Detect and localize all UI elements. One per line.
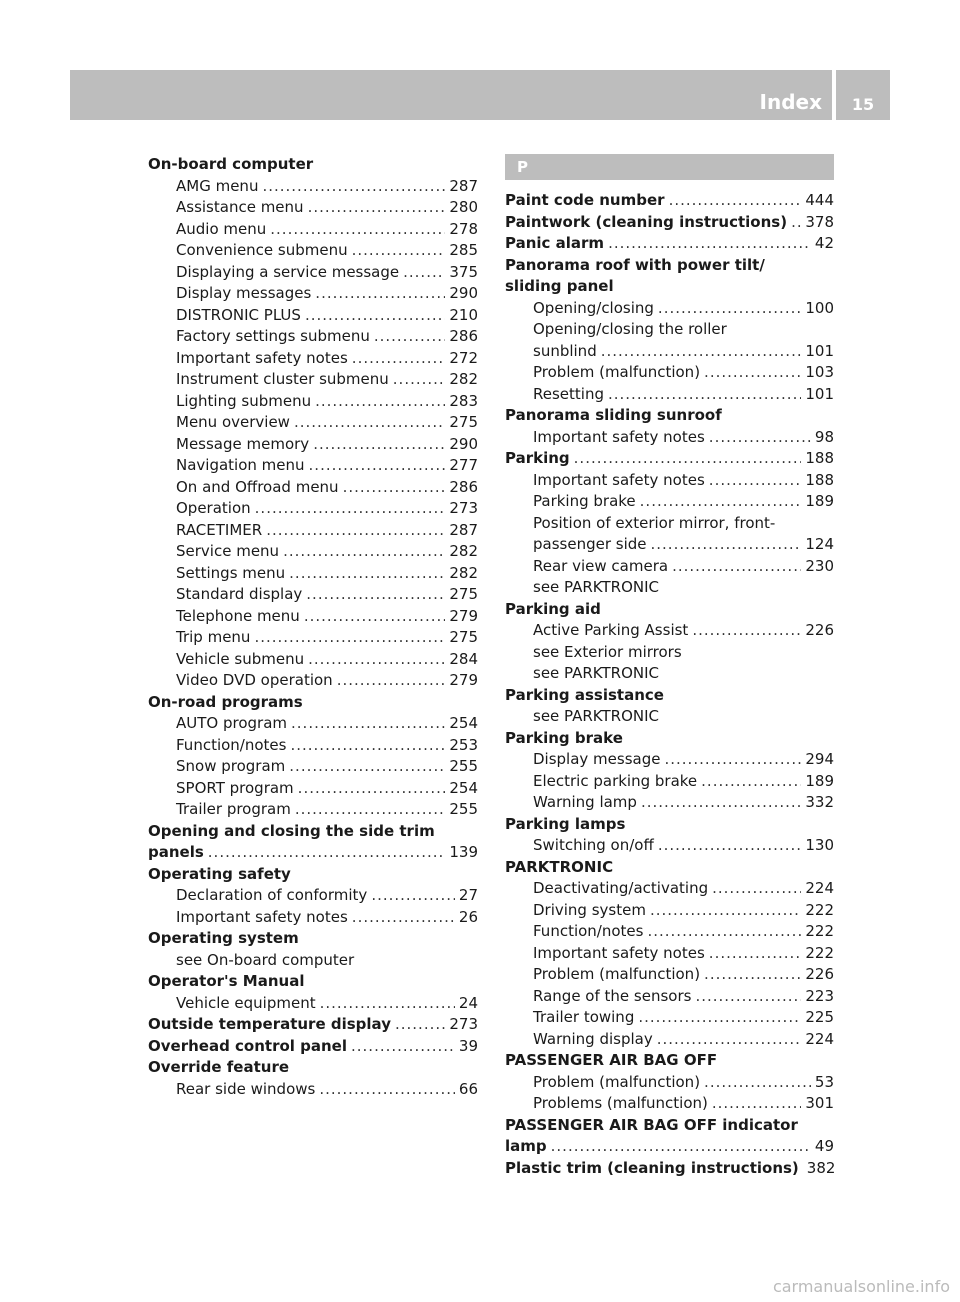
index-heading: Parking assistance bbox=[505, 685, 664, 704]
index-entry bbox=[148, 348, 478, 370]
dot-leader bbox=[712, 1093, 802, 1115]
index-entry bbox=[505, 1072, 834, 1094]
entry-text: Range of the sensors bbox=[533, 986, 692, 1005]
dot-leader bbox=[704, 362, 801, 384]
entry-text: Operation bbox=[176, 499, 251, 517]
index-column-right bbox=[505, 154, 834, 1179]
index-entry bbox=[505, 341, 834, 363]
dot-leader bbox=[291, 713, 445, 735]
index-entry bbox=[505, 384, 834, 406]
entry-text: Menu overview bbox=[176, 413, 290, 431]
index-entry bbox=[148, 627, 478, 649]
index-column-left bbox=[148, 154, 478, 1100]
dot-leader bbox=[308, 649, 445, 671]
entry-text: Factory settings submenu bbox=[176, 327, 370, 345]
index-entry-main bbox=[505, 190, 834, 212]
dot-leader bbox=[651, 534, 802, 556]
entry-page-number: 101 bbox=[805, 384, 834, 403]
entry-text: Declaration of conformity bbox=[176, 886, 368, 904]
dot-leader bbox=[791, 212, 801, 234]
index-heading: Parking lamps bbox=[505, 814, 626, 833]
section-title: Index bbox=[759, 90, 822, 114]
index-entry-main bbox=[148, 1014, 478, 1036]
entry-text: Active Parking Assist bbox=[533, 621, 689, 639]
index-entry-main bbox=[505, 1158, 834, 1180]
index-entry bbox=[505, 427, 834, 449]
dot-leader bbox=[701, 771, 801, 793]
entry-page-number: 284 bbox=[449, 649, 478, 668]
dot-leader bbox=[290, 735, 445, 757]
entry-text: Plastic trim (cleaning instructions) bbox=[505, 1158, 799, 1177]
index-heading: Panorama roof with power tilt/ bbox=[505, 255, 765, 274]
entry-page-number: 272 bbox=[449, 348, 478, 367]
dot-leader bbox=[712, 878, 801, 900]
entry-page-number: 100 bbox=[805, 298, 834, 317]
index-entry bbox=[505, 470, 834, 492]
entry-page-number: 286 bbox=[449, 477, 478, 496]
index-entry-main bbox=[148, 1036, 478, 1058]
entry-page-number: 224 bbox=[805, 1029, 834, 1048]
entry-page-number: 275 bbox=[449, 585, 478, 603]
entry-text: Function/notes bbox=[176, 735, 287, 754]
index-heading: Operating safety bbox=[148, 864, 291, 883]
dot-leader bbox=[352, 907, 455, 929]
entry-page-number: 332 bbox=[805, 793, 834, 811]
entry-page-number: 189 bbox=[805, 771, 834, 790]
entry-page-number: 230 bbox=[805, 556, 834, 575]
dot-leader bbox=[306, 584, 445, 606]
entry-text: Trailer program bbox=[176, 800, 291, 818]
dot-leader bbox=[574, 448, 802, 470]
entry-text: Message memory bbox=[176, 434, 310, 453]
dot-leader bbox=[320, 993, 455, 1015]
index-reference: Opening/closing the roller bbox=[533, 320, 727, 338]
entry-text: Vehicle equipment bbox=[176, 993, 316, 1012]
index-entry bbox=[148, 477, 478, 499]
dot-leader bbox=[315, 391, 445, 413]
index-entry bbox=[148, 391, 478, 413]
entry-page-number: 210 bbox=[449, 305, 478, 324]
index-entry bbox=[505, 943, 834, 965]
entry-text: SPORT program bbox=[176, 778, 294, 797]
index-entry bbox=[148, 498, 478, 520]
entry-page-number: 294 bbox=[805, 750, 834, 768]
dot-leader bbox=[262, 176, 445, 198]
index-heading: On-road programs bbox=[148, 692, 303, 711]
entry-text: On and Offroad menu bbox=[176, 477, 339, 496]
dot-leader bbox=[647, 921, 801, 943]
dot-leader bbox=[601, 341, 802, 363]
dot-leader bbox=[664, 749, 801, 771]
entry-page-number: 130 bbox=[805, 836, 834, 854]
dot-leader bbox=[352, 348, 446, 370]
dot-leader bbox=[295, 799, 446, 821]
dot-leader bbox=[709, 427, 811, 449]
entry-text: Snow program bbox=[176, 757, 286, 775]
index-entry bbox=[505, 749, 834, 771]
entry-page-number: 226 bbox=[805, 965, 834, 983]
index-entry bbox=[148, 756, 478, 778]
index-entry bbox=[148, 907, 478, 929]
entry-text: Panic alarm bbox=[505, 234, 605, 252]
index-heading: PASSENGER AIR BAG OFF bbox=[505, 1051, 718, 1069]
entry-page-number: 24 bbox=[458, 993, 478, 1012]
index-entry bbox=[148, 412, 478, 434]
dot-leader bbox=[371, 885, 455, 907]
entry-page-number: 222 bbox=[805, 922, 834, 940]
dot-leader bbox=[309, 455, 446, 477]
index-entry bbox=[505, 1029, 834, 1051]
index-entry bbox=[148, 735, 478, 757]
entry-text: Standard display bbox=[176, 585, 303, 603]
entry-text: Electric parking brake bbox=[533, 771, 698, 790]
index-entry bbox=[505, 921, 834, 943]
index-entry bbox=[148, 563, 478, 585]
entry-page-number: 66 bbox=[458, 1079, 478, 1098]
index-entry bbox=[505, 835, 834, 857]
index-reference: Position of exterior mirror, front- bbox=[533, 513, 776, 532]
entry-text: Problem (malfunction) bbox=[533, 363, 701, 381]
entry-text: Trailer towing bbox=[533, 1008, 635, 1026]
entry-text: Warning display bbox=[533, 1029, 653, 1048]
entry-page-number: 282 bbox=[449, 563, 478, 582]
index-entry bbox=[505, 900, 834, 922]
entry-page-number: 49 bbox=[814, 1137, 834, 1155]
dot-leader bbox=[283, 541, 445, 563]
dot-leader bbox=[695, 986, 801, 1008]
entry-page-number: 277 bbox=[449, 456, 478, 474]
index-entry bbox=[148, 219, 478, 241]
entry-text: Paintwork (cleaning instructions) bbox=[505, 212, 788, 231]
entry-text: Audio menu bbox=[176, 219, 267, 238]
entry-page-number: 139 bbox=[449, 843, 478, 861]
entry-page-number: 275 bbox=[449, 628, 478, 646]
entry-page-number: 101 bbox=[805, 341, 834, 360]
entry-text: Problem (malfunction) bbox=[533, 1072, 701, 1091]
index-entry bbox=[148, 993, 478, 1015]
entry-page-number: 278 bbox=[449, 219, 478, 238]
dot-leader bbox=[289, 563, 445, 585]
entry-page-number: 26 bbox=[458, 907, 478, 926]
index-entry bbox=[148, 606, 478, 628]
entry-page-number: 188 bbox=[805, 449, 834, 467]
entry-page-number: 254 bbox=[449, 778, 478, 797]
entry-page-number: 253 bbox=[449, 735, 478, 754]
index-entry bbox=[148, 778, 478, 800]
entry-text: Driving system bbox=[533, 900, 646, 919]
dot-leader bbox=[289, 756, 445, 778]
index-reference: see Exterior mirrors bbox=[533, 642, 682, 661]
entry-page-number: 286 bbox=[449, 327, 478, 345]
entry-text: Display message bbox=[533, 750, 661, 768]
index-reference: see PARKTRONIC bbox=[533, 707, 659, 725]
entry-text: Trip menu bbox=[176, 628, 251, 646]
index-entry bbox=[148, 262, 478, 284]
dot-leader bbox=[657, 1029, 802, 1051]
index-heading: PARKTRONIC bbox=[505, 857, 614, 876]
index-reference: see On-board computer bbox=[176, 950, 355, 969]
dot-leader bbox=[395, 1014, 445, 1036]
index-heading: Panorama sliding sunroof bbox=[505, 406, 722, 424]
entry-text: Parking bbox=[505, 449, 570, 467]
entry-text: Rear side windows bbox=[176, 1079, 316, 1098]
dot-leader bbox=[393, 369, 446, 391]
dot-leader bbox=[208, 842, 446, 864]
entry-page-number: 290 bbox=[449, 434, 478, 453]
dot-leader bbox=[294, 412, 445, 434]
index-heading: sliding panel bbox=[505, 277, 614, 295]
index-entry bbox=[148, 713, 478, 735]
dot-leader bbox=[298, 778, 446, 800]
index-heading: Operating system bbox=[148, 929, 299, 947]
dot-leader bbox=[650, 900, 801, 922]
dot-leader bbox=[403, 262, 445, 284]
index-entry bbox=[505, 491, 834, 513]
dot-leader bbox=[266, 520, 445, 542]
entry-text: Overhead control panel bbox=[148, 1036, 347, 1055]
dot-leader bbox=[351, 1036, 455, 1058]
entry-text: DISTRONIC PLUS bbox=[176, 305, 301, 324]
index-entry bbox=[505, 986, 834, 1008]
dot-leader bbox=[608, 384, 801, 406]
index-entry bbox=[505, 534, 834, 556]
index-entry bbox=[505, 362, 834, 384]
dot-leader bbox=[305, 305, 445, 327]
entry-page-number: 98 bbox=[814, 427, 834, 446]
entry-text: Rear view camera bbox=[533, 556, 669, 575]
entry-text: Problem (malfunction) bbox=[533, 965, 701, 983]
index-entry-main bbox=[148, 842, 478, 864]
watermark: carmanualsonline.info bbox=[772, 1277, 950, 1296]
entry-text: Switching on/off bbox=[533, 836, 654, 854]
page-number: 15 bbox=[851, 95, 875, 114]
entry-page-number: 279 bbox=[449, 671, 478, 689]
entry-page-number: 225 bbox=[805, 1008, 834, 1026]
entry-text: Outside temperature display bbox=[148, 1015, 391, 1033]
entry-text: Function/notes bbox=[533, 922, 644, 940]
entry-page-number: 382 bbox=[806, 1158, 836, 1177]
index-entry bbox=[148, 283, 478, 305]
entry-page-number: 287 bbox=[449, 176, 478, 195]
index-entry bbox=[505, 620, 834, 642]
letter-heading-p: P bbox=[505, 154, 834, 180]
entry-text: Display messages bbox=[176, 284, 312, 302]
entry-page-number: 378 bbox=[805, 212, 834, 231]
index-entry-main bbox=[505, 448, 834, 470]
entry-page-number: 273 bbox=[449, 1015, 478, 1033]
entry-page-number: 254 bbox=[449, 714, 478, 732]
entry-text: Deactivating/activating bbox=[533, 879, 709, 897]
index-entry bbox=[148, 885, 478, 907]
index-entry bbox=[148, 305, 478, 327]
entry-text: Telephone menu bbox=[176, 606, 300, 625]
index-entry-main bbox=[505, 1136, 834, 1158]
index-entry bbox=[148, 455, 478, 477]
entry-page-number: 27 bbox=[458, 886, 478, 904]
entry-text: panels bbox=[148, 843, 204, 861]
entry-page-number: 103 bbox=[805, 363, 834, 381]
dot-leader bbox=[692, 620, 801, 642]
entry-page-number: 124 bbox=[805, 535, 834, 553]
index-heading: Operator's Manual bbox=[148, 972, 305, 990]
entry-text: Paint code number bbox=[505, 191, 665, 209]
entry-page-number: 301 bbox=[805, 1094, 834, 1112]
dot-leader bbox=[704, 1072, 811, 1094]
dot-leader bbox=[319, 1079, 455, 1101]
entry-text: Service menu bbox=[176, 542, 280, 560]
index-entry bbox=[505, 771, 834, 793]
entry-page-number: 223 bbox=[805, 986, 834, 1005]
index-entry bbox=[505, 964, 834, 986]
dot-leader bbox=[254, 627, 445, 649]
entry-page-number: 255 bbox=[449, 757, 478, 775]
entry-page-number: 224 bbox=[805, 879, 834, 897]
entry-page-number: 375 bbox=[449, 262, 478, 281]
dot-leader bbox=[669, 190, 802, 212]
index-entry bbox=[505, 298, 834, 320]
entry-page-number: 226 bbox=[805, 621, 834, 639]
entry-page-number: 189 bbox=[805, 492, 834, 510]
entry-page-number: 273 bbox=[449, 499, 478, 517]
dot-leader bbox=[608, 233, 811, 255]
entry-text: sunblind bbox=[533, 341, 597, 360]
index-entry bbox=[148, 799, 478, 821]
entry-text: Instrument cluster submenu bbox=[176, 370, 389, 388]
dot-leader bbox=[640, 491, 802, 513]
dot-leader bbox=[638, 1007, 801, 1029]
index-entry bbox=[505, 556, 834, 578]
index-entry bbox=[148, 584, 478, 606]
dot-leader bbox=[641, 792, 801, 814]
index-heading: Parking brake bbox=[505, 728, 623, 747]
index-entry bbox=[148, 434, 478, 456]
page-number-box bbox=[836, 70, 890, 120]
index-entry bbox=[148, 197, 478, 219]
index-entry bbox=[505, 792, 834, 814]
entry-page-number: 222 bbox=[805, 943, 834, 962]
index-reference: see PARKTRONIC bbox=[533, 578, 659, 596]
entry-text: Problems (malfunction) bbox=[533, 1094, 708, 1112]
entry-text: Important safety notes bbox=[176, 348, 348, 367]
entry-text: Resetting bbox=[533, 384, 604, 403]
dot-leader bbox=[374, 326, 446, 348]
entry-page-number: 39 bbox=[458, 1036, 478, 1055]
dot-leader bbox=[709, 943, 802, 965]
index-entry-main bbox=[505, 233, 834, 255]
entry-text: Opening/closing bbox=[533, 298, 654, 317]
dot-leader bbox=[304, 606, 446, 628]
index-entry bbox=[148, 541, 478, 563]
entry-text: Important safety notes bbox=[533, 427, 705, 446]
entry-text: Important safety notes bbox=[176, 907, 348, 926]
dot-leader bbox=[551, 1136, 811, 1158]
dot-leader bbox=[337, 670, 446, 692]
entry-page-number: 282 bbox=[449, 370, 478, 388]
entry-text: RACETIMER bbox=[176, 520, 263, 539]
entry-text: Assistance menu bbox=[176, 198, 304, 216]
entry-text: AMG menu bbox=[176, 176, 259, 195]
dot-leader bbox=[658, 298, 801, 320]
dot-leader bbox=[315, 283, 445, 305]
entry-page-number: 188 bbox=[805, 470, 834, 489]
entry-page-number: 280 bbox=[449, 198, 478, 216]
entry-text: Settings menu bbox=[176, 563, 286, 582]
index-heading: PASSENGER AIR BAG OFF indicator bbox=[505, 1115, 798, 1134]
index-heading: Override feature bbox=[148, 1058, 290, 1076]
entry-page-number: 53 bbox=[814, 1072, 834, 1091]
index-entry bbox=[148, 670, 478, 692]
entry-page-number: 222 bbox=[805, 900, 834, 919]
index-reference: see PARKTRONIC bbox=[533, 664, 659, 682]
entry-text: Navigation menu bbox=[176, 456, 305, 474]
index-entry bbox=[148, 176, 478, 198]
entry-text: Parking brake bbox=[533, 492, 636, 510]
entry-text: Displaying a service message bbox=[176, 262, 400, 281]
entry-text: passenger side bbox=[533, 535, 647, 553]
entry-page-number: 279 bbox=[449, 606, 478, 625]
index-heading: On-board computer bbox=[148, 155, 314, 173]
index-entry-main bbox=[505, 212, 834, 234]
header-band bbox=[70, 70, 832, 120]
index-entry bbox=[148, 649, 478, 671]
index-entry bbox=[148, 326, 478, 348]
entry-page-number: 282 bbox=[449, 542, 478, 560]
index-entry bbox=[505, 1007, 834, 1029]
entry-page-number: 287 bbox=[449, 520, 478, 539]
entry-page-number: 42 bbox=[814, 234, 834, 252]
entry-text: AUTO program bbox=[176, 714, 288, 732]
entry-page-number: 290 bbox=[449, 284, 478, 302]
entry-page-number: 283 bbox=[449, 391, 478, 410]
index-entry bbox=[505, 878, 834, 900]
index-entry bbox=[148, 369, 478, 391]
entry-text: Lighting submenu bbox=[176, 391, 312, 410]
dot-leader bbox=[270, 219, 445, 241]
index-heading: Parking aid bbox=[505, 599, 601, 618]
index-entry bbox=[148, 240, 478, 262]
entry-page-number: 285 bbox=[449, 241, 478, 259]
dot-leader bbox=[352, 240, 446, 262]
dot-leader bbox=[672, 556, 801, 578]
entry-text: Warning lamp bbox=[533, 793, 637, 811]
entry-text: Important safety notes bbox=[533, 470, 705, 489]
entry-text: Important safety notes bbox=[533, 943, 705, 962]
entry-page-number: 444 bbox=[805, 191, 834, 209]
index-heading: Opening and closing the side trim bbox=[148, 821, 435, 840]
dot-leader bbox=[704, 964, 801, 986]
entry-text: Vehicle submenu bbox=[176, 649, 305, 668]
dot-leader bbox=[709, 470, 802, 492]
entry-text: Convenience submenu bbox=[176, 241, 348, 259]
entry-text: Video DVD operation bbox=[176, 671, 333, 689]
dot-leader bbox=[313, 434, 445, 456]
dot-leader bbox=[343, 477, 446, 499]
index-entry bbox=[148, 520, 478, 542]
dot-leader bbox=[255, 498, 446, 520]
entry-text: lamp bbox=[505, 1137, 547, 1155]
entry-page-number: 255 bbox=[449, 800, 478, 818]
dot-leader bbox=[308, 197, 446, 219]
entry-page-number: 275 bbox=[449, 413, 478, 431]
index-entry bbox=[505, 1093, 834, 1115]
dot-leader bbox=[658, 835, 802, 857]
index-entry bbox=[148, 1079, 478, 1101]
